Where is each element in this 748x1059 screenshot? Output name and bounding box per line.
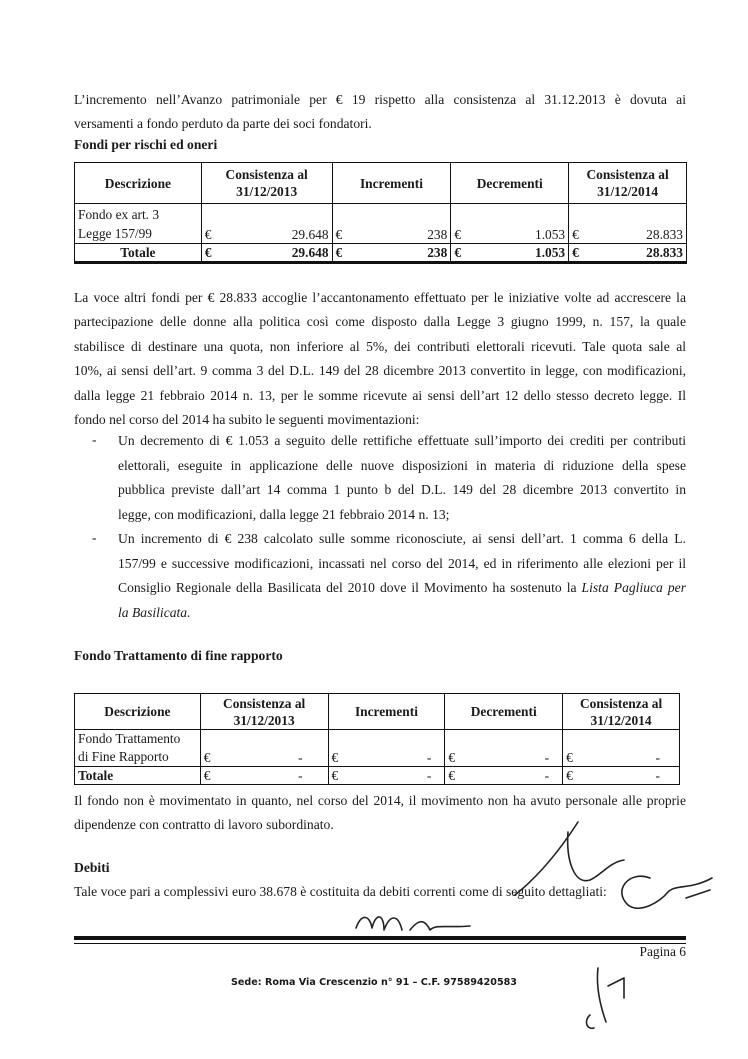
header-consistenza-2013: Consistenza al 31/12/2013 [201,163,332,204]
cell-value: 28.833 [646,227,683,242]
currency-symbol: € [203,750,211,765]
cell-value: - [544,767,550,783]
currency-symbol: € [331,767,339,783]
paragraph-line: fondo nel corso del 2014 ha subito le seguenti movimentazioni: [74,412,420,428]
paragraph-line: 10%, ai sensi dell’art. 9 comma 3 del D.L. 149 del 28 dicembre 2013 convertito in legge, con modificazioni, [74,363,686,379]
cell-value: - [298,750,303,765]
currency-symbol: € [204,244,212,260]
bullet-marker: - [92,530,97,545]
header-consistenza-2014: Consistenza al 31/12/2014 [563,694,680,730]
paragraph-line: La voce altri fondi per € 28.833 accoglie l’accantonamento effettuato per le iniziative volte ad accrescere la [74,290,686,305]
section-heading-fondi-rischi: Fondi per rischi ed oneri [74,137,218,152]
header-consistenza-2013: Consistenza al 31/12/2013 [200,694,328,730]
currency-symbol: € [335,227,343,242]
cell-value: 29.648 [291,227,329,242]
header-incrementi: Incrementi [332,163,451,204]
section-heading-tfr: Fondo Trattamento di fine rapporto [74,648,283,663]
signature-stroke [410,922,470,930]
signature-stroke [686,890,710,898]
header-descrizione: Descrizione [75,694,201,730]
currency-symbol: € [331,750,339,765]
header-decrementi: Decrementi [445,694,563,730]
cell-value: - [544,750,550,765]
signature-stroke [356,917,402,930]
currency-symbol: € [454,244,462,260]
signature-stroke [568,832,624,881]
bullet-item-incremento: Un incremento di € 238 calcolato sulle somme riconosciute, ai sensi dell’art. 1 comma 6 della L. 157/99 e successive modificazioni, incassati nel corso del 2014, ed in riferimento alle elezioni per il Consiglio Regionale della Basilicata del 2010 dove il Movimento ha sostenuto la Lista Pagliuca per la Basilicata. [118,531,687,620]
cell-value: 29.648 [291,244,329,260]
header-descrizione: Descrizione [75,163,202,204]
cell-value: 28.833 [646,244,683,260]
row-description: Fondo ex art. 3 Legge 157/99 [75,204,202,244]
total-label: Totale [75,244,202,263]
cell-value: 1.053 [535,244,566,260]
paragraph-line: partecipazione delle donne alla politica così come disposto dalla Legge 3 giugno 1999, n. 157, la quale [74,314,686,330]
tfr-note-paragraph: Il fondo non è movimentato in quanto, nel corso del 2014, il movimento non ha avuto personale alle proprie dipendenze con contratto di lavoro subordinato. [74,793,686,832]
currency-symbol: € [566,767,573,783]
bullet-marker: - [92,432,97,447]
signature-stroke [608,978,624,998]
section-heading-debiti: Debiti [74,860,110,875]
header-decrementi: Decrementi [451,163,569,204]
debiti-text: Tale voce pari a complessivi euro 38.678 è costituita da debiti correnti come di seguito dettagliati: [74,884,607,899]
cell-value: - [426,767,432,783]
currency-symbol: € [566,750,573,765]
paragraph-line: stabilisce di destinare una quota, non inferiore al 5%, dei contributi elettorali ricevuti. Tale quota sale al [74,338,686,354]
currency-symbol: € [203,767,211,783]
currency-symbol: € [448,767,456,783]
cell-value: 1.053 [535,227,566,242]
total-label: Totale [75,767,201,785]
bullet-item-decremento: Un decremento di € 1.053 a seguito delle rettifiche effettuate sull’importo dei crediti per contributi elettorali, eseguite in applicazione delle nuove disposizioni in materia di riduzione della spese pubblica previste dall’art 14 comma 1 punto b del D.L. 149 del 28 dicembre 2013 convertito in legge, con modificazioni, dalla legge 21 febbraio 2014 n. 13; [118,433,686,522]
cell-value: - [655,750,660,765]
footer-address: Sede: Roma Via Crescenzio n° 91 – C.F. 97589420583 [231,977,517,988]
signature-stroke [587,1015,594,1028]
intro-line: L’incremento nell’Avanzo patrimoniale per € 19 rispetto alla consistenza al 31.12.2013 è dovuta ai [74,92,686,107]
cell-value: - [298,767,303,783]
intro-line: versamenti a fondo perduto da parte dei soci fondatori. [74,116,372,131]
cell-value: 238 [427,227,448,242]
signature-stroke [622,876,712,908]
currency-symbol: € [448,750,456,765]
signature-stroke [597,968,606,1022]
currency-symbol: € [572,227,579,242]
cell-value: - [655,767,660,783]
page-number: Pagina 6 [639,944,686,959]
paragraph-line: dalla legge 21 febbraio 2014 n. 13, per le somme ricevute ai sensi dell’art 12 dello stesso decreto legge. Il [74,387,686,403]
header-incrementi: Incrementi [328,694,445,730]
currency-symbol: € [204,227,212,242]
cell-value: - [426,750,432,765]
currency-symbol: € [454,227,462,242]
currency-symbol: € [572,244,579,260]
cell-value: 238 [427,244,448,260]
currency-symbol: € [335,244,343,260]
header-consistenza-2014: Consistenza al 31/12/2014 [569,163,687,204]
row-description: Fondo Trattamento di Fine Rapporto [75,730,201,767]
